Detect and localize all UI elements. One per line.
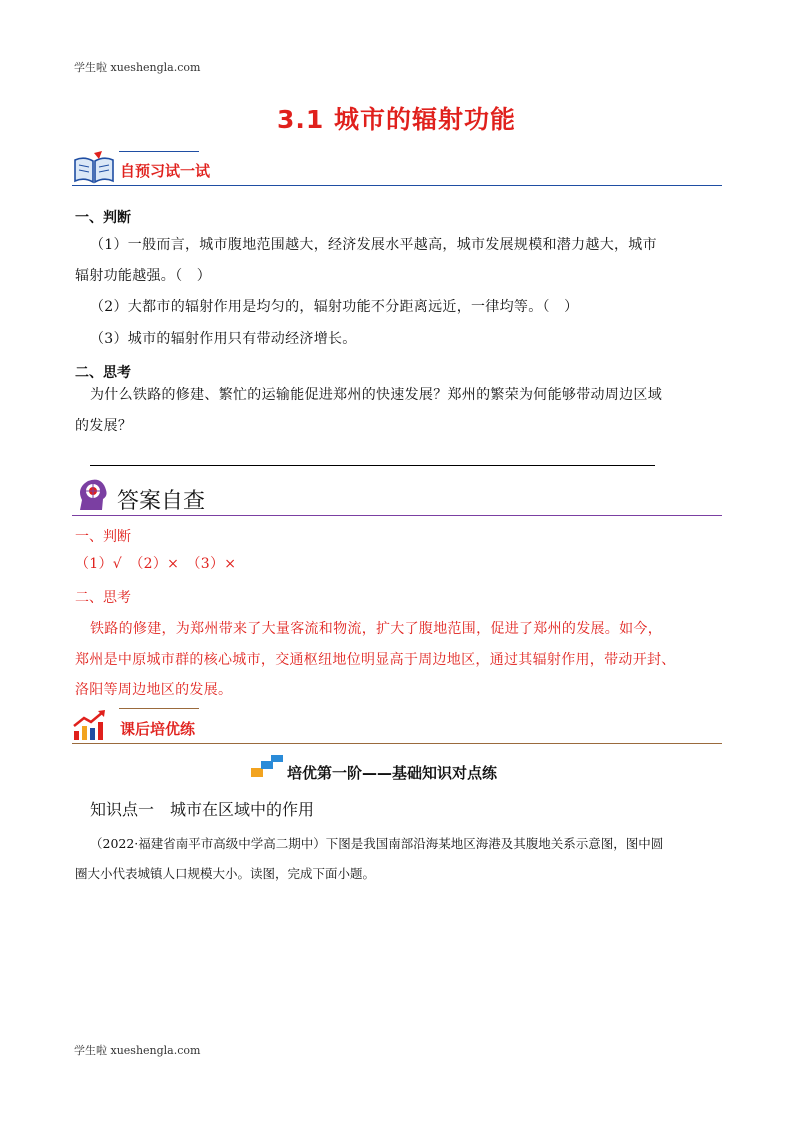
preview-label: 自预习试一试 bbox=[120, 162, 211, 180]
answers-think-line: 洛阳等周边地区的发展。 bbox=[75, 682, 233, 698]
preview-top-rule bbox=[119, 151, 199, 152]
answers-think-line: 郑州是中原城市群的核心城市，交通枢纽地位明显高于周边地区，通过其辐射作用，带动开封、 bbox=[75, 652, 676, 668]
answers-think-line: 铁路的修建，为郑州带来了大量客流和物流，扩大了腹地范围，促进了郑州的发展。如今， bbox=[90, 621, 662, 637]
answer-line bbox=[90, 465, 655, 466]
preview-think-line: 为什么铁路的修建、繁忙的运输能促进郑州的快速发展？郑州的繁荣为何能够带动周边区域 bbox=[90, 387, 662, 403]
brain-icon bbox=[72, 476, 112, 516]
answers-think-heading: 二、思考 bbox=[75, 590, 131, 606]
page-title: 3.1 城市的辐射功能 bbox=[277, 105, 516, 134]
preview-judge-item: （1）一般而言，城市腹地范围越大，经济发展水平越高，城市发展规模和潜力越大，城市 bbox=[90, 237, 657, 253]
preview-judge-item: 辐射功能越强。（ ） bbox=[75, 268, 211, 284]
answers-rule bbox=[72, 515, 722, 516]
preview-think-heading: 二、思考 bbox=[75, 365, 131, 381]
preview-judge-item: （2）大都市的辐射作用是均匀的，辐射功能不分距离远近，一律均等。（ ） bbox=[90, 299, 579, 315]
practice-label: 课后培优练 bbox=[120, 720, 196, 738]
preview-judge-heading: 一、判断 bbox=[75, 210, 131, 226]
stairs-icon bbox=[250, 754, 284, 778]
answers-label: 答案自查 bbox=[117, 489, 206, 514]
answers-judge-heading: 一、判断 bbox=[75, 529, 131, 545]
practice-rule bbox=[72, 743, 722, 744]
header-site: 学生啦 xueshengla.com bbox=[74, 61, 201, 74]
answers-judge-answer: （1）√ （2）× （3）× bbox=[75, 556, 237, 572]
tier-title: 培优第一阶——基础知识对点练 bbox=[287, 764, 498, 782]
preview-judge-item: （3）城市的辐射作用只有带动经济增长。 bbox=[90, 331, 357, 347]
book-icon bbox=[72, 150, 116, 186]
question-line: 圈大小代表城镇人口规模大小。读图，完成下面小题。 bbox=[75, 866, 376, 881]
practice-top-rule bbox=[119, 708, 199, 709]
preview-rule bbox=[72, 185, 722, 186]
question-line: （2022·福建省南平市高级中学高二期中）下图是我国南部沿海某地区海港及其腹地关系示意图，图中圆 bbox=[90, 836, 664, 851]
preview-think-line: 的发展？ bbox=[75, 418, 133, 434]
growth-chart-icon bbox=[72, 709, 108, 741]
knowledge-point-title: 知识点一 城市在区域中的作用 bbox=[90, 800, 315, 819]
footer-site: 学生啦 xueshengla.com bbox=[74, 1044, 201, 1057]
